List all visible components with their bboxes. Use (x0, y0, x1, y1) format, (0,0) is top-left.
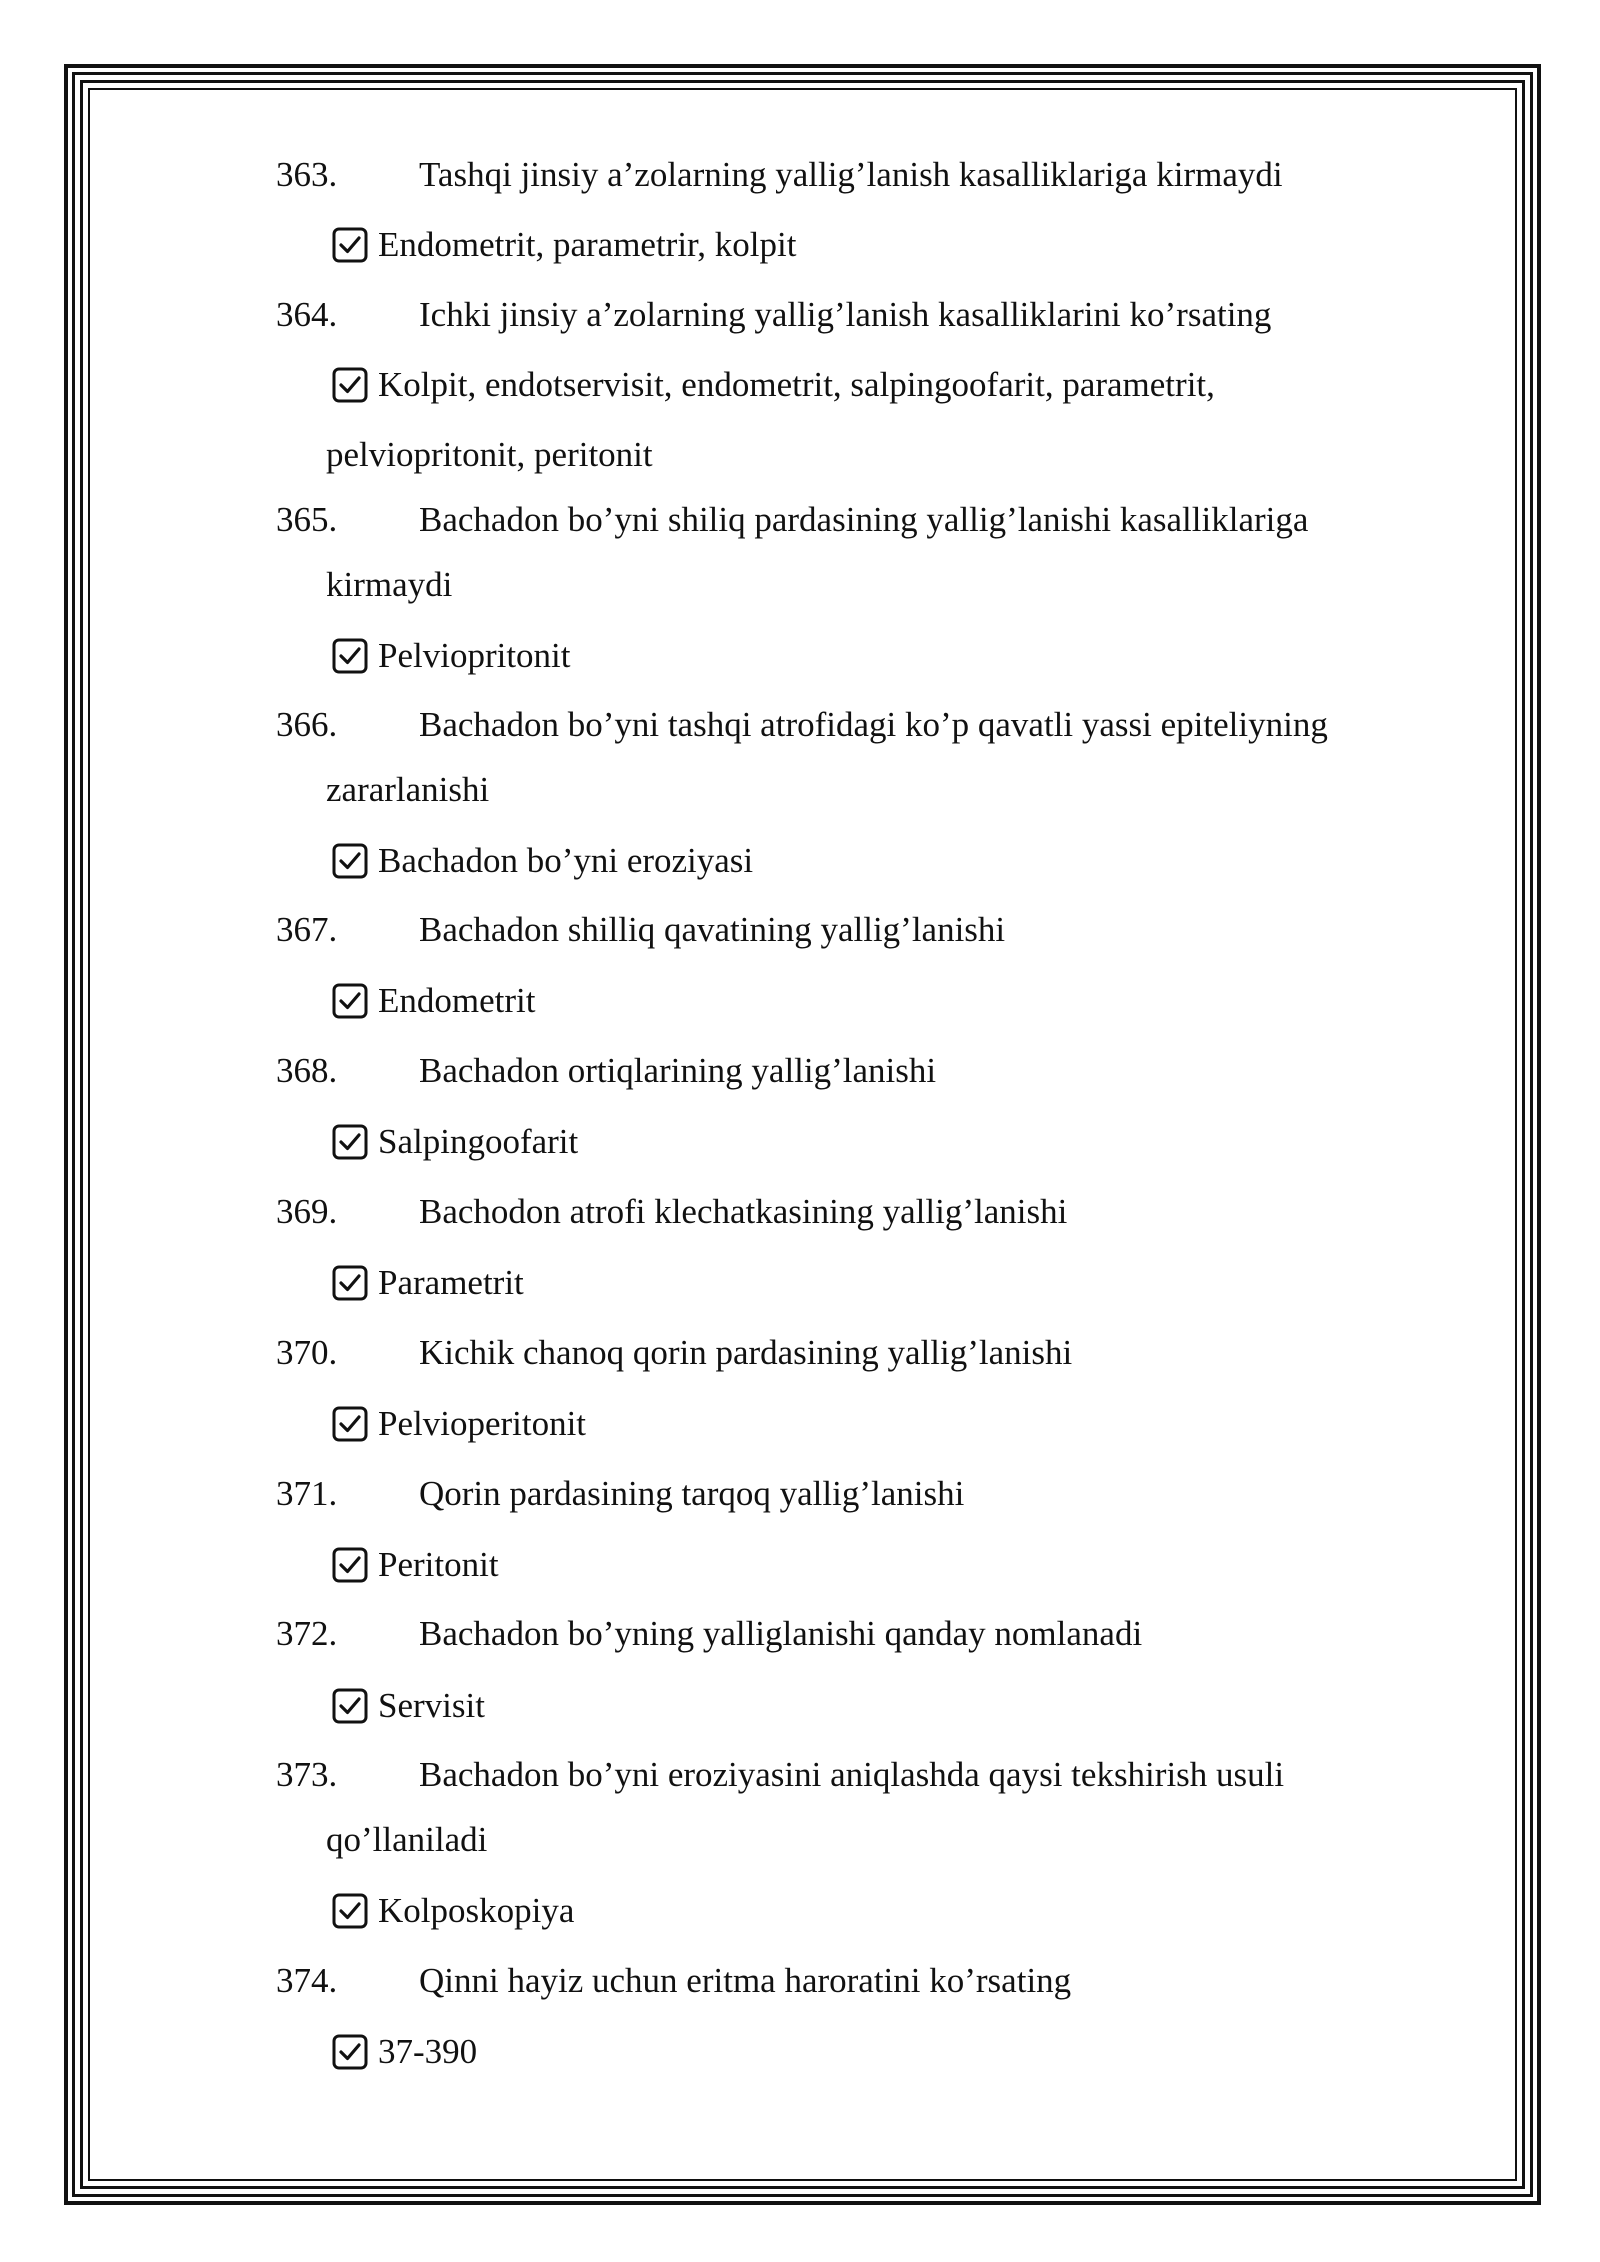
answer-line (332, 2032, 477, 2072)
question-number: 367. (276, 910, 338, 949)
question-line (276, 1192, 1067, 1232)
question-number: 365. (276, 500, 338, 539)
question-line (276, 1051, 936, 1091)
answer-line (332, 841, 753, 881)
question-number: 374. (276, 1961, 338, 2000)
answer-text: Parametrit (378, 1263, 524, 1302)
checked-box-icon (332, 1547, 368, 1583)
checked-box-icon (332, 367, 368, 403)
answer-text: Endometrit, parametrir, kolpit (378, 225, 797, 264)
question-line (276, 1961, 1071, 2001)
answer-line (332, 636, 571, 676)
answer-text: Pelviopritonit (378, 636, 571, 675)
question-line (276, 910, 1005, 950)
question-text-continued: qo’llaniladi (326, 1820, 488, 1859)
question-line (276, 1614, 1142, 1654)
answer-line (332, 1686, 485, 1726)
answer-text: Salpingoofarit (378, 1122, 579, 1161)
checked-box-icon (332, 1688, 368, 1724)
checked-box-icon (332, 1406, 368, 1442)
question-line (276, 1755, 1284, 1795)
question-line (276, 500, 1308, 540)
question-text: Tashqi jinsiy a’zolarning yallig’lanish kasalliklariga kirmaydi (419, 155, 1283, 194)
checked-box-icon (332, 843, 368, 879)
question-text: Bachadon bo’yni tashqi atrofidagi ko’p qavatli yassi epiteliyning (419, 705, 1328, 744)
checked-box-icon (332, 1265, 368, 1301)
question-number: 369. (276, 1192, 338, 1231)
question-number: 364. (276, 295, 338, 334)
question-line (276, 705, 1328, 745)
question-number: 366. (276, 705, 338, 744)
answer-text-continued: pelviopritonit, peritonit (326, 435, 653, 474)
question-text: Bachodon atrofi klechatkasining yallig’lanishi (419, 1192, 1068, 1231)
question-text: Ichki jinsiy a’zolarning yallig’lanish kasalliklarini ko’rsating (419, 295, 1272, 334)
question-line (276, 1333, 1072, 1373)
question-text: Bachadon shilliq qavatining yallig’lanishi (419, 910, 1006, 949)
question-number: 371. (276, 1474, 338, 1513)
answer-text: Endometrit (378, 981, 536, 1020)
answer-line (332, 225, 796, 265)
answer-line (332, 1545, 499, 1585)
question-line (276, 295, 1271, 335)
checked-box-icon (332, 1124, 368, 1160)
question-number: 373. (276, 1755, 338, 1794)
checked-box-icon (332, 227, 368, 263)
question-line (276, 1474, 964, 1514)
checked-box-icon (332, 638, 368, 674)
question-text-continued: zararlanishi (326, 770, 490, 809)
question-text: Bachadon bo’yni shiliq pardasining yallig’lanishi kasalliklariga (419, 500, 1309, 539)
question-text: Kichik chanoq qorin pardasining yallig’lanishi (419, 1333, 1073, 1372)
checked-box-icon (332, 2034, 368, 2070)
answer-text: Bachadon bo’yni eroziyasi (378, 841, 754, 880)
answer-text: 37-390 (378, 2032, 478, 2071)
question-number: 368. (276, 1051, 338, 1090)
question-text-continued: kirmaydi (326, 565, 453, 604)
answer-line (332, 981, 535, 1021)
checked-box-icon (332, 1893, 368, 1929)
answer-line (332, 365, 1215, 405)
answer-text: Kolposkopiya (378, 1891, 575, 1930)
question-text: Qinni hayiz uchun eritma haroratini ko’rsating (419, 1961, 1072, 2000)
answer-text: Kolpit, endotservisit, endometrit, salpingoofarit, parametrit, (378, 365, 1215, 404)
question-number: 372. (276, 1614, 338, 1653)
question-text: Qorin pardasining tarqoq yallig’lanishi (419, 1474, 965, 1513)
answer-text: Peritonit (378, 1545, 499, 1584)
checked-box-icon (332, 983, 368, 1019)
question-text: Bachadon bo’yni eroziyasini aniqlashda qaysi tekshirish usuli (419, 1755, 1285, 1794)
question-line (276, 155, 1283, 195)
question-number: 363. (276, 155, 338, 194)
answer-text: Pelvioperitonit (378, 1404, 587, 1443)
answer-line (332, 1122, 578, 1162)
answer-line (332, 1891, 574, 1931)
question-text: Bachadon ortiqlarining yallig’lanishi (419, 1051, 937, 1090)
answer-text: Servisit (378, 1686, 485, 1725)
answer-line (332, 1263, 524, 1303)
question-number: 370. (276, 1333, 338, 1372)
answer-line (332, 1404, 586, 1444)
question-text: Bachadon bo’yning yalliglanishi qanday nomlanadi (419, 1614, 1143, 1653)
